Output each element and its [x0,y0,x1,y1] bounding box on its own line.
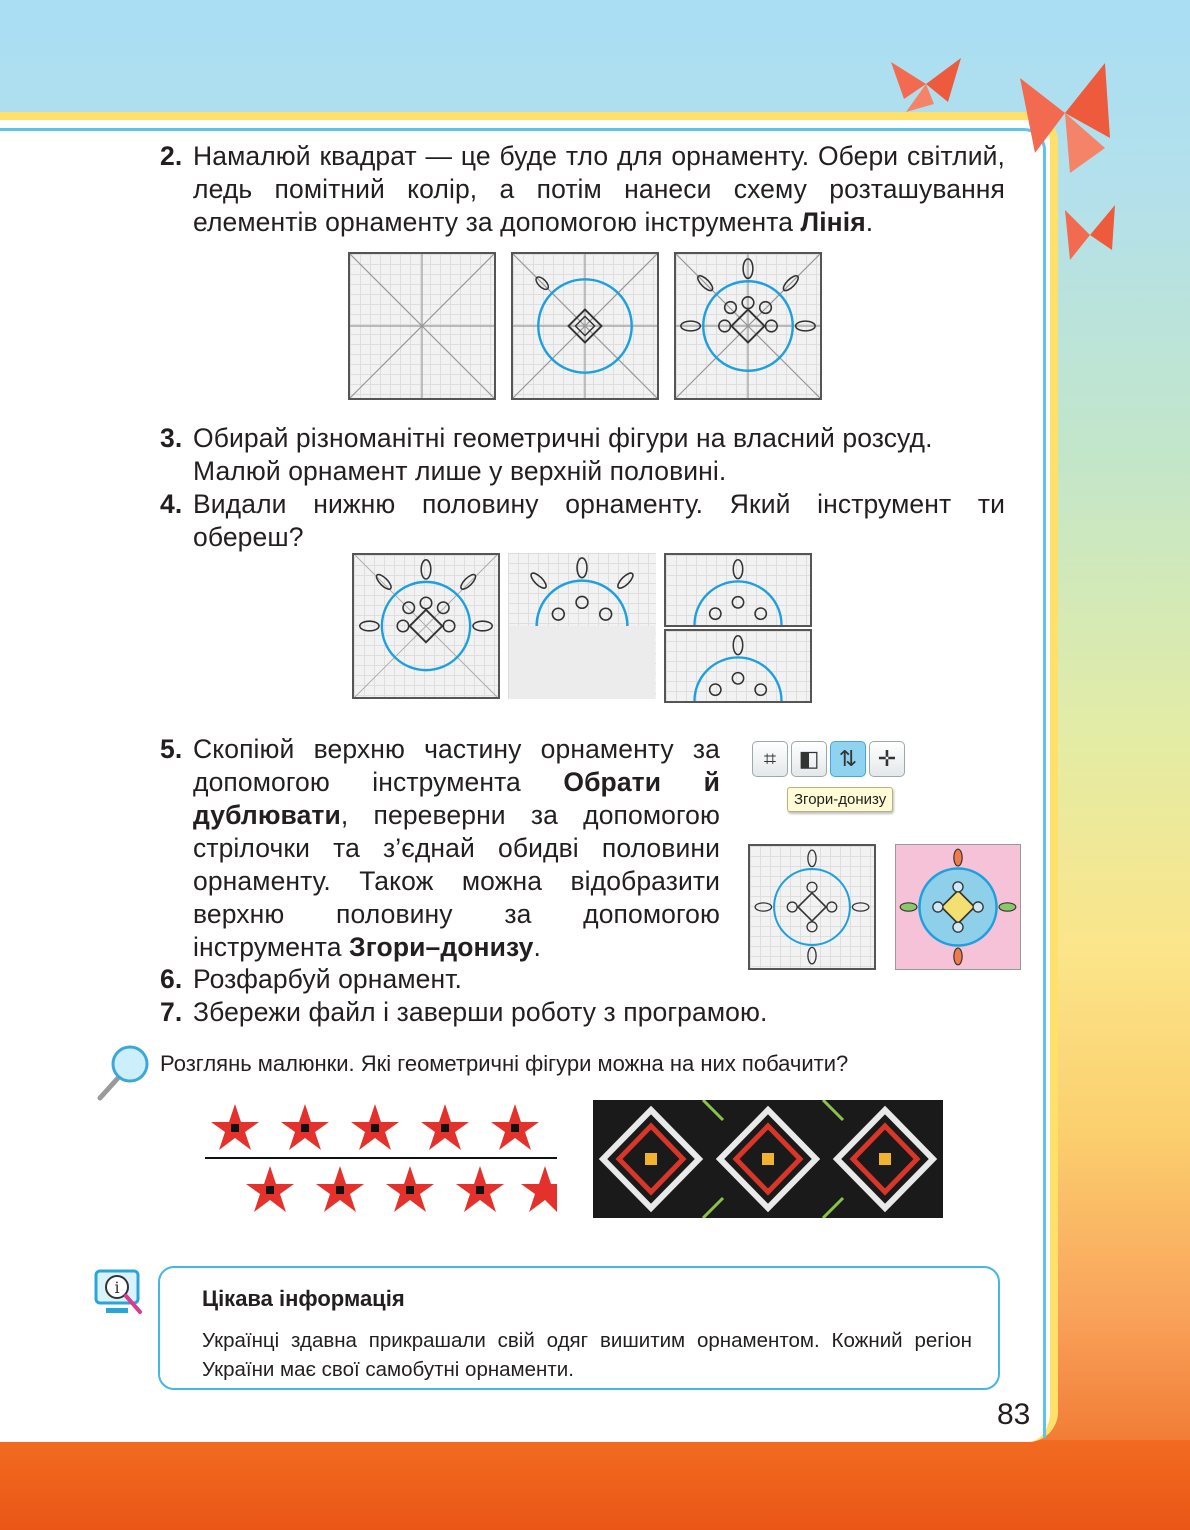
tool-name: Лінія [800,207,866,237]
step-6 [160,963,1005,996]
step-4 [160,488,1005,554]
step-text: Збережи файл і заверши роботу з програмою. [193,997,768,1027]
step-text: Видали нижню половину орнаменту. Який інструмент ти обереш? [193,489,1005,552]
step-5: 5. Скопіюй верхню частину орнаменту за допомогою інструмента Обрати й дублювати, переверни за допомогою стрілочки та з’єднай обидві половини орнаменту. Також можна відобразити верхню половину за допомогою інструмента Згори–донизу. [160,734,720,962]
butterfly-icon [886,54,966,114]
info-body: Українці здавна прикрашали свій одяг вишитим орнаментом. Кожний регіон України має свої самобутні орнаменти. [202,1329,972,1381]
bottom-orange-band [0,1440,1190,1530]
step-2: 2. Намалюй квадрат — це буде тло для орнаменту. Обери світлий, ледь помітний колір, а потім нанеси схему розташування елементів орнаменту за допомогою інструмента Лінія. [160,141,1005,237]
magnifier-icon [92,1042,152,1104]
step-text: Розфарбуй орнамент. [193,964,462,994]
tool-name: Обрати й дублювати [193,767,720,830]
page-number: 83 [997,1398,1031,1431]
schema-figure [348,252,496,400]
woven-pattern-image [593,1100,943,1218]
ornament-top-half-figure [508,553,656,699]
info-box [158,1266,1000,1390]
paint-toolbar [752,741,905,777]
butterfly-icon [1060,200,1120,270]
step-text: Намалюй квадрат — це буде тло для орнаменту. Обери світлий, ледь помітний колір, а потім нанеси схему розташування елементів орнаменту за допомогою інструмента [193,141,1005,237]
step-number: 6. [160,964,183,994]
crosshair-icon[interactable]: ✛ [869,741,905,777]
ornament-full-figure [352,553,500,699]
info-monitor-icon [92,1268,150,1322]
step-3 [160,422,1005,488]
ornament-duplicated-figure [664,553,812,699]
crop-icon[interactable]: ⌗ [752,741,788,777]
butterfly-icon [1010,58,1120,178]
tool-name: Згори–донизу [349,932,534,962]
ornament-outline-figure [748,844,876,970]
ornament-colored-figure [895,844,1021,970]
svg-text:i: i [114,1278,120,1297]
lookup-question: Розглянь малюнки. Які геометричні фігури можна на них побачити? [160,1051,849,1076]
schema-figure [511,252,659,400]
step-7 [160,996,1005,1029]
step-text: Обирай різноманітні геометричні фігури на власний розсуд. Малюй орнамент лише у верхній половині. [193,423,933,486]
figure-row-schema [348,252,822,400]
schema-figure [674,252,822,400]
step-number: 4. [160,489,183,519]
tooltip: Згори-донизу [787,787,893,812]
step-number: 7. [160,997,183,1027]
embroidery-image [205,1100,557,1216]
step-number: 3. [160,423,183,453]
step-number: 2. [160,141,183,171]
flip-vertical-icon[interactable]: ⇅ [830,741,866,777]
figure-row-halves [352,553,812,699]
step-number: 5. [160,734,183,764]
flip-horizontal-icon[interactable]: ◧ [791,741,827,777]
info-title: Цікава інформація [202,1286,405,1311]
